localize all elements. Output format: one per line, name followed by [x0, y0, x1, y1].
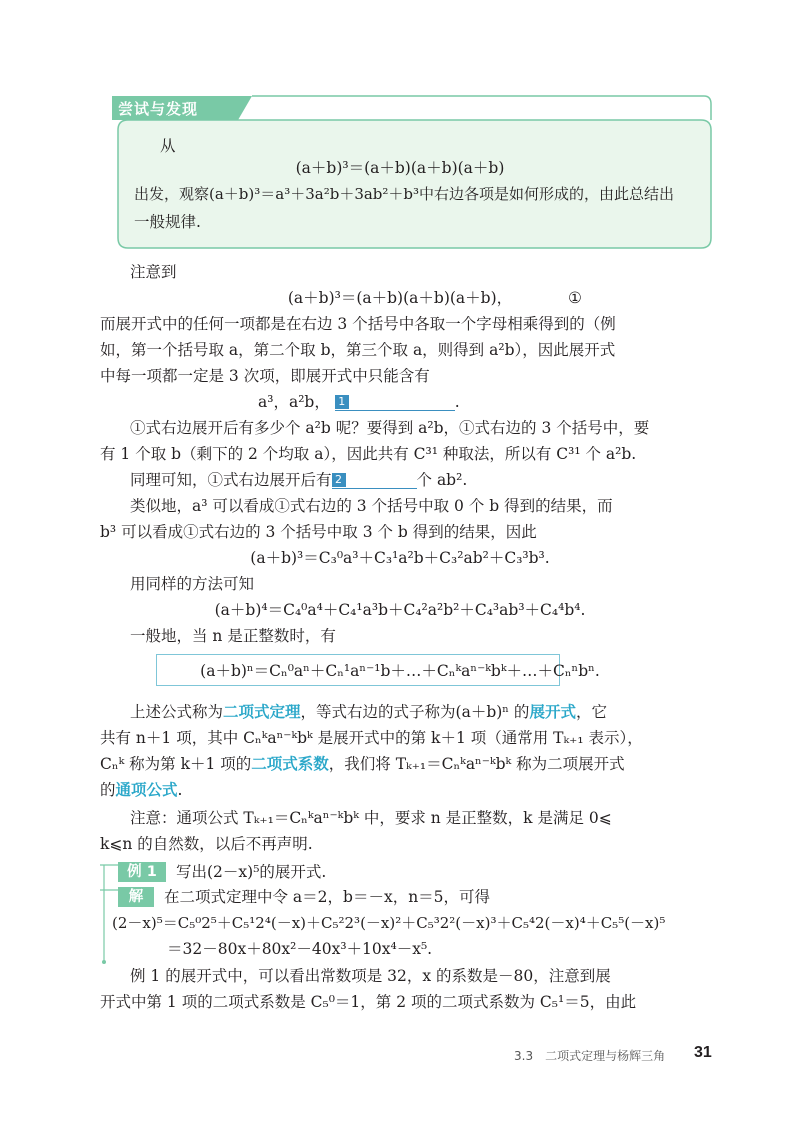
paragraph-5-line2: b³ 可以看成①式右边的 3 个括号中取 3 个 b 得到的结果，因此	[100, 523, 537, 541]
note-line1: 注意：通项公式 Tₖ₊₁＝Cₙᵏaⁿ⁻ᵏbᵏ 中，要求 n 是正整数，k 是满足 0⩽	[130, 809, 612, 827]
formula-2: (a＋b)³＝C₃⁰a³＋C₃¹a²b＋C₃²ab²＋C₃³b³.	[250, 549, 550, 567]
example-1-text: 写出(2－x)⁵的展开式.	[176, 863, 327, 881]
paragraph-5-line1: 类似地，a³ 可以看成①式右边的 3 个括号中取 0 个 b 得到的结果，而	[130, 497, 613, 515]
try-box-title: 尝试与发现	[118, 100, 199, 118]
term-expansion: 展开式	[529, 703, 576, 721]
paragraph-8-line2: 共有 n＋1 项，其中 Cₙᵏaⁿ⁻ᵏbᵏ 是展开式中的第 k＋1 项（通常用 Tₖ₊₁ 表示），	[100, 729, 643, 747]
try-box-line3: 出发，观察(a＋b)³＝a³＋3a²b＋3ab²＋b³中右边各项是如何形成的，由此总结出	[134, 185, 675, 203]
formula-1-marker: ①	[568, 289, 582, 307]
try-box-line4: 一般规律.	[134, 213, 201, 231]
paragraph-10-line2: 开式中第 1 项的二项式系数是 C₅⁰＝1，第 2 项的二项式系数为 C₅¹＝5，由此	[100, 993, 637, 1011]
paragraph-4	[130, 470, 467, 490]
p8-text-c: ，它	[575, 703, 607, 721]
blank-1-number: 1	[335, 395, 349, 409]
p8-line4-a: 的	[100, 781, 116, 799]
solution-label: 解	[118, 887, 154, 907]
note-line2: k⩽n 的自然数，以后不再声明.	[100, 835, 313, 853]
solution-formula-1: (2－x)⁵＝C₅⁰2⁵＋C₅¹2⁴(－x)＋C₅²2³(－x)²＋C₅³2²(－x)³＋C₅⁴2(－x)⁴＋C₅⁵(－x)⁵	[112, 914, 666, 932]
paragraph-intro: 注意到	[130, 263, 177, 281]
paragraph-2-line1: 而展开式中的任何一项都是在右边 3 个括号中各取一个字母相乘得到的（例	[100, 315, 616, 333]
p8-text-b: ，等式右边的式子称为(a＋b)ⁿ 的	[300, 703, 530, 721]
solution-text: 在二项式定理中令 a＝2，b＝－x，n＝5，可得	[164, 888, 491, 906]
fill-blank-2[interactable]	[332, 473, 417, 489]
paragraph-7: 一般地，当 n 是正整数时，有	[130, 627, 336, 645]
paragraph-8-line4	[100, 780, 182, 800]
solution-formula-2: ＝32－80x＋80x²－40x³＋10x⁴－x⁵.	[167, 940, 433, 958]
paragraph-4-end: 个 ab².	[416, 471, 468, 489]
try-box-formula: (a＋b)³＝(a＋b)(a＋b)(a＋b)	[295, 159, 505, 177]
formula-3: (a＋b)⁴＝C₄⁰a⁴＋C₄¹a³b＋C₄²a²b²＋C₄³ab³＋C₄⁴b⁴.	[214, 601, 586, 619]
paragraph-10-line1: 例 1 的展开式中，可以看出常数项是 32，x 的系数是－80，注意到展	[130, 967, 611, 985]
fill-blank-1[interactable]	[335, 395, 455, 411]
p8-line4-b: .	[177, 781, 183, 799]
term-binomial-coefficient: 二项式系数	[251, 755, 329, 773]
paragraph-6: 用同样的方法可知	[130, 575, 255, 593]
p8-line3-b: ，我们将 Tₖ₊₁＝Cₙᵏaⁿ⁻ᵏbᵏ 称为二项展开式	[328, 755, 625, 773]
terms-line	[258, 392, 460, 412]
formula-1: (a＋b)³＝(a＋b)(a＋b)(a＋b)，	[287, 289, 513, 307]
try-box-frame	[0, 0, 800, 260]
p8-text-a: 上述公式称为	[130, 703, 224, 721]
binomial-theorem-formula: (a＋b)ⁿ＝Cₙ⁰aⁿ＋Cₙ¹aⁿ⁻¹b＋…＋Cₙᵏaⁿ⁻ᵏbᵏ＋…＋Cₙⁿbⁿ.	[200, 662, 600, 680]
page-number: 31	[694, 1044, 712, 1061]
terms-end: .	[454, 393, 460, 411]
paragraph-2-line3: 中每一项都一定是 3 次项，即展开式中只能含有	[100, 367, 430, 385]
footer-section: 3.3 二项式定理与杨辉三角	[514, 1049, 666, 1063]
p8-line3-a: Cₙᵏ 称为第 k＋1 项的	[100, 755, 252, 773]
example-1-label: 例 1	[118, 862, 166, 882]
paragraph-8-line1	[130, 702, 607, 722]
term-general-formula: 通项公式	[115, 781, 178, 799]
paragraph-3-line1: ①式右边展开后有多少个 a²b 呢？要得到 a²b，①式右边的 3 个括号中，要	[130, 419, 650, 437]
paragraph-3-line2: 有 1 个取 b（剩下的 2 个均取 a），因此共有 C³¹ 种取法，所以有 C³¹ 个 a²b.	[100, 445, 637, 463]
paragraph-4-start: 同理可知，①式右边展开后有	[130, 471, 332, 489]
paragraph-2-line2: 如，第一个括号取 a，第二个取 b，第三个取 a，则得到 a²b），因此展开式	[100, 341, 616, 359]
term-binomial-theorem: 二项式定理	[223, 703, 301, 721]
terms-text: a³，a²b，	[258, 393, 330, 411]
try-box-line1: 从	[160, 137, 176, 155]
paragraph-8-line3	[100, 754, 625, 774]
blank-2-number: 2	[332, 473, 346, 487]
